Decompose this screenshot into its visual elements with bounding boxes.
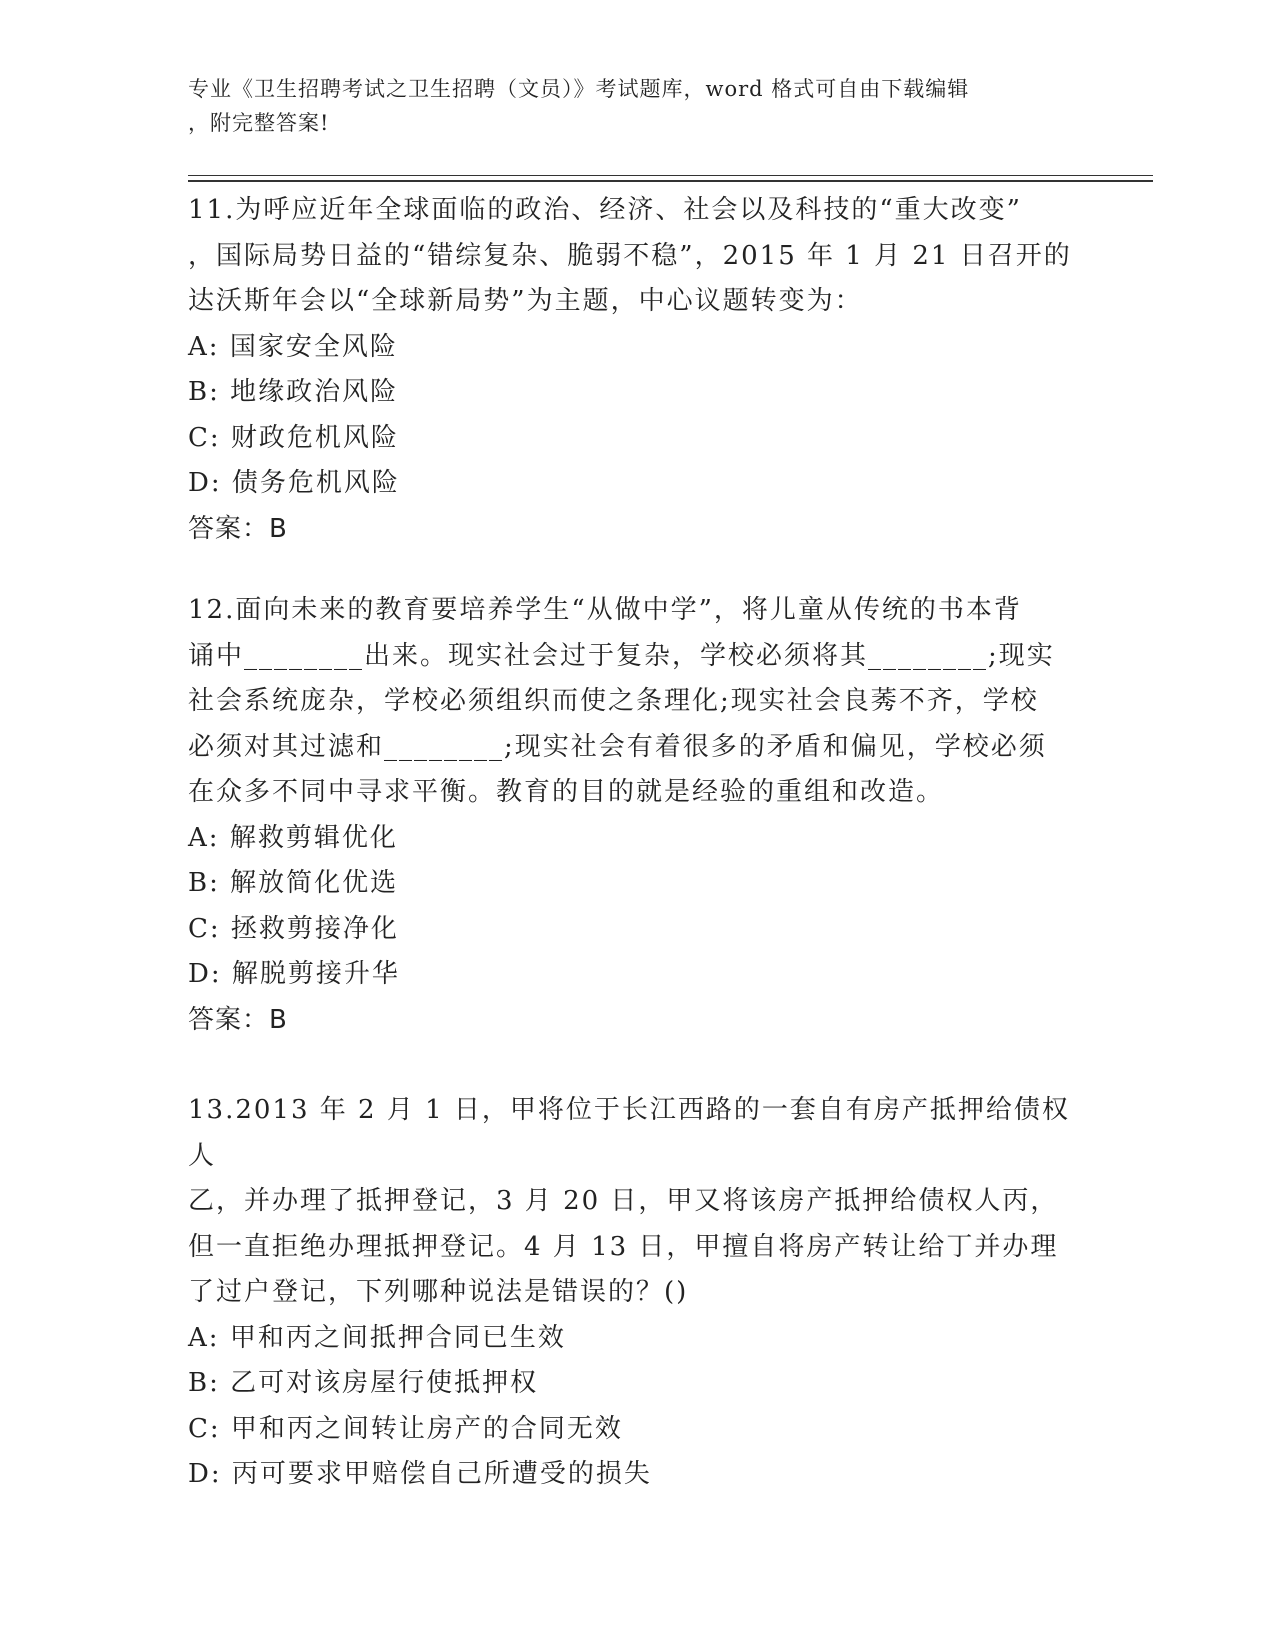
option-b (188, 861, 1078, 907)
header-line-1: 专业《卫生招聘考试之卫生招聘（文员）》考试题库，word 格式可自由下载编辑 (188, 77, 970, 101)
stem-line: 达沃斯年会以“全球新局势”为主题，中心议题转变为： (188, 286, 863, 316)
option-key: B: (188, 868, 220, 898)
header-divider-thick (188, 180, 1153, 182)
option-a (188, 1316, 1078, 1362)
option-text: 国家安全风险 (229, 331, 398, 362)
answer-line: 答案：B (188, 513, 288, 544)
option-key: A: (188, 331, 220, 362)
option-c (188, 1407, 1078, 1453)
stem-line: 必须对其过滤和________;现实社会有着很多的矛盾和偏见，学校必须 (188, 731, 1047, 762)
option-text: 丙可要求甲赔偿自己所遭受的损失 (231, 1459, 652, 1489)
question-stem (188, 1088, 1078, 1316)
stem-line: 11.为呼应近年全球面临的政治、经济、社会以及科技的“重大改变” (188, 195, 1022, 225)
question-stem (188, 588, 1078, 816)
option-c (188, 907, 1078, 953)
option-key: C: (188, 913, 221, 944)
answer-line: 答案：B (188, 1004, 288, 1035)
option-key: A: (188, 822, 220, 853)
option-text: 甲和丙之间抵押合同已生效 (229, 1322, 566, 1353)
stem-line: 乙，并办理了抵押登记，3 月 20 日，甲又将该房产抵押给债权人丙， (188, 1186, 1059, 1216)
option-text: 解救剪辑优化 (229, 822, 398, 853)
option-d (188, 1452, 1078, 1498)
option-text: 乙可对该房屋行使抵押权 (230, 1368, 539, 1398)
header-line-2: ，附完整答案! (188, 111, 330, 135)
stem-line: 了过户登记，下列哪种说法是错误的？() (188, 1277, 689, 1307)
option-a (188, 816, 1078, 862)
option-key: A: (188, 1322, 220, 1353)
question-11 (188, 188, 1078, 552)
stem-line: 社会系统庞杂，学校必须组织而使之条理化;现实社会良莠不齐，学校 (188, 686, 1039, 716)
option-b (188, 1361, 1078, 1407)
option-key: B: (188, 1368, 220, 1398)
option-text: 债务危机风险 (231, 468, 400, 498)
option-text: 地缘政治风险 (230, 377, 399, 407)
stem-line: 12.面向未来的教育要培养学生“从做中学”，将儿童从传统的书本背 (188, 595, 1022, 625)
stem-line: 在众多不同中寻求平衡。教育的目的就是经验的重组和改造。 (188, 777, 945, 807)
option-key: C: (188, 1413, 221, 1444)
option-text: 解放简化优选 (230, 868, 399, 898)
stem-line: 13.2013 年 2 月 1 日，甲将位于长江西路的一套自有房产抵押给债权人 (188, 1095, 1070, 1171)
option-key: B: (188, 377, 220, 407)
option-key: D: (188, 959, 222, 989)
option-b (188, 370, 1078, 416)
stem-line: 诵中________出来。现实社会过于复杂，学校必须将其________;现实 (188, 640, 1055, 671)
question-stem (188, 188, 1078, 325)
document-header (188, 72, 1068, 140)
option-text: 财政危机风险 (230, 422, 399, 453)
option-text: 甲和丙之间转让房产的合同无效 (230, 1413, 623, 1444)
option-a (188, 325, 1078, 371)
option-key: D: (188, 468, 222, 498)
option-d (188, 952, 1078, 998)
option-key: D: (188, 1459, 222, 1489)
question-13 (188, 1088, 1078, 1498)
stem-line: ，国际局势日益的“错综复杂、脆弱不稳”，2015 年 1 月 21 日召开的 (188, 240, 1072, 271)
option-text: 拯救剪接净化 (230, 913, 399, 944)
option-d (188, 461, 1078, 507)
header-divider-thin (188, 175, 1153, 176)
option-c (188, 416, 1078, 462)
option-key: C: (188, 422, 221, 453)
option-text: 解脱剪接升华 (231, 959, 400, 989)
question-12 (188, 588, 1078, 1043)
stem-line: 但一直拒绝办理抵押登记。4 月 13 日，甲擅自将房产转让给丁并办理 (188, 1231, 1059, 1262)
